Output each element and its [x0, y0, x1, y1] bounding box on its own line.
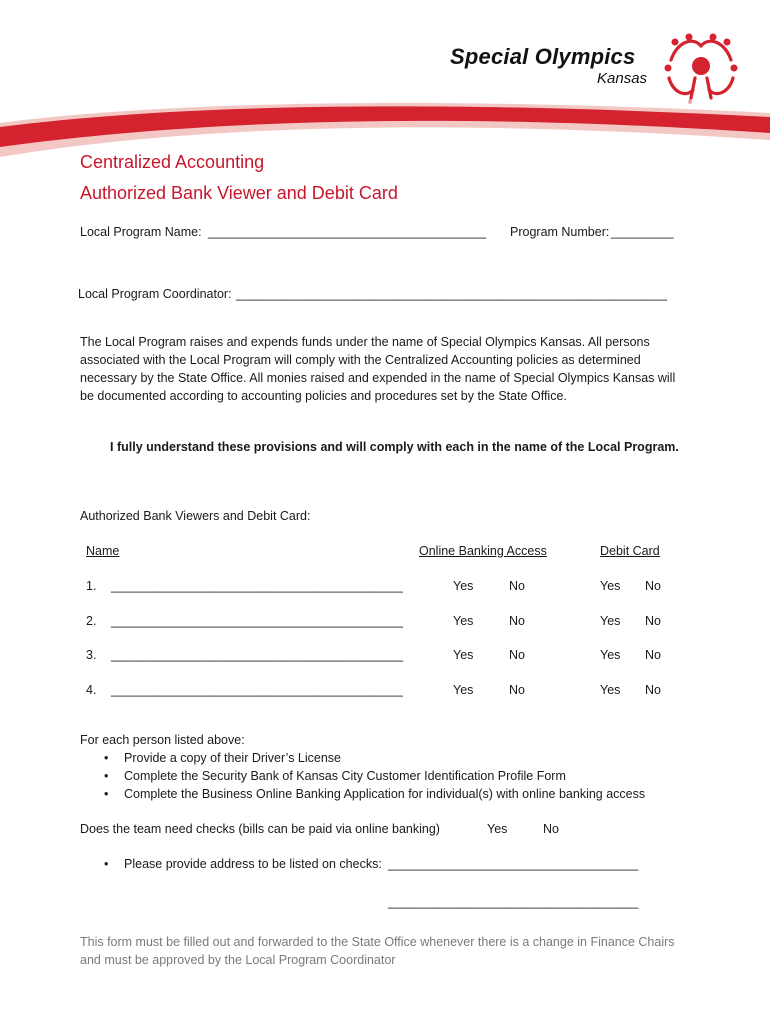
address-field-1[interactable]: ____________________________________: [388, 857, 639, 871]
address-label: • Please provide address to be listed on checks:: [124, 857, 382, 871]
debit-no-option[interactable]: No: [645, 614, 661, 628]
col-header-debit-card: Debit Card: [600, 544, 660, 558]
online-yes-option[interactable]: Yes: [453, 683, 474, 697]
col-header-online-banking: Online Banking Access: [419, 544, 547, 558]
name-field[interactable]: __________________________________________: [111, 683, 403, 697]
debit-yes-option[interactable]: Yes: [600, 614, 621, 628]
debit-no-option[interactable]: No: [645, 579, 661, 593]
online-no-option[interactable]: No: [509, 614, 525, 628]
checks-yes-option[interactable]: Yes: [487, 822, 508, 836]
debit-no-option[interactable]: No: [645, 648, 661, 662]
online-no-option[interactable]: No: [509, 648, 525, 662]
name-field[interactable]: __________________________________________: [111, 614, 403, 628]
online-no-option[interactable]: No: [509, 579, 525, 593]
row-number: 1.: [86, 579, 97, 593]
debit-yes-option[interactable]: Yes: [600, 648, 621, 662]
page-title: Centralized Accounting: [80, 152, 265, 172]
row-number: 4.: [86, 683, 97, 697]
requirement-item: • Complete the Security Bank of Kansas City Customer Identification Profile Form: [124, 769, 566, 783]
col-header-name: Name: [86, 544, 120, 558]
viewers-heading: Authorized Bank Viewers and Debit Card:: [80, 509, 311, 523]
special-olympics-figure-icon: [663, 32, 739, 106]
logo-subtitle: Kansas: [597, 70, 648, 87]
checks-question: Does the team need checks (bills can be paid via online banking): [80, 822, 440, 836]
program-name-label: Local Program Name:: [80, 225, 202, 239]
program-number-label: Program Number:: [510, 225, 610, 239]
svg-text:®: ®: [687, 99, 693, 106]
paragraph-line: associated with the Local Program will comply with the Centralized Accounting policies as determined: [80, 353, 641, 367]
page-subtitle: Authorized Bank Viewer and Debit Card: [80, 183, 398, 203]
debit-yes-option[interactable]: Yes: [600, 683, 621, 697]
program-number-field[interactable]: _________: [611, 225, 674, 239]
debit-no-option[interactable]: No: [645, 683, 661, 697]
row-number: 2.: [86, 614, 97, 628]
name-field[interactable]: __________________________________________: [111, 579, 403, 593]
logo-title: Special Olympics: [450, 44, 636, 69]
paragraph-line: necessary by the State Office. All monies raised and expended in the name of Special Olympics Kansas will: [80, 371, 676, 385]
program-name-field[interactable]: ________________________________________: [208, 225, 487, 239]
paragraph-line: The Local Program raises and expends funds under the name of Special Olympics Kansas. All persons: [80, 335, 650, 349]
online-yes-option[interactable]: Yes: [453, 579, 474, 593]
requirement-item: • Complete the Business Online Banking Application for individual(s) with online banking access: [124, 787, 645, 801]
row-number: 3.: [86, 648, 97, 662]
online-yes-option[interactable]: Yes: [453, 648, 474, 662]
requirement-item: • Provide a copy of their Driver’s License: [124, 751, 341, 765]
footer-note-line2: and must be approved by the Local Program Coordinator: [80, 953, 396, 967]
agreement-statement: I fully understand these provisions and will comply with each in the name of the Local Program.: [110, 440, 679, 454]
online-yes-option[interactable]: Yes: [453, 614, 474, 628]
each-person-heading: For each person listed above:: [80, 733, 245, 747]
name-field[interactable]: __________________________________________: [111, 648, 403, 662]
coordinator-field[interactable]: ______________________________________________________________: [236, 287, 668, 301]
policy-paragraph: [80, 333, 690, 405]
debit-yes-option[interactable]: Yes: [600, 579, 621, 593]
footer-note-line1: This form must be filled out and forwarded to the State Office whenever there is a change in Finance Chairs: [80, 935, 675, 949]
coordinator-label: Local Program Coordinator:: [78, 287, 232, 301]
checks-no-option[interactable]: No: [543, 822, 559, 836]
online-no-option[interactable]: No: [509, 683, 525, 697]
address-field-2[interactable]: ____________________________________: [388, 895, 639, 909]
paragraph-line: be documented according to accounting policies and procedures set by the State Office.: [80, 389, 567, 403]
